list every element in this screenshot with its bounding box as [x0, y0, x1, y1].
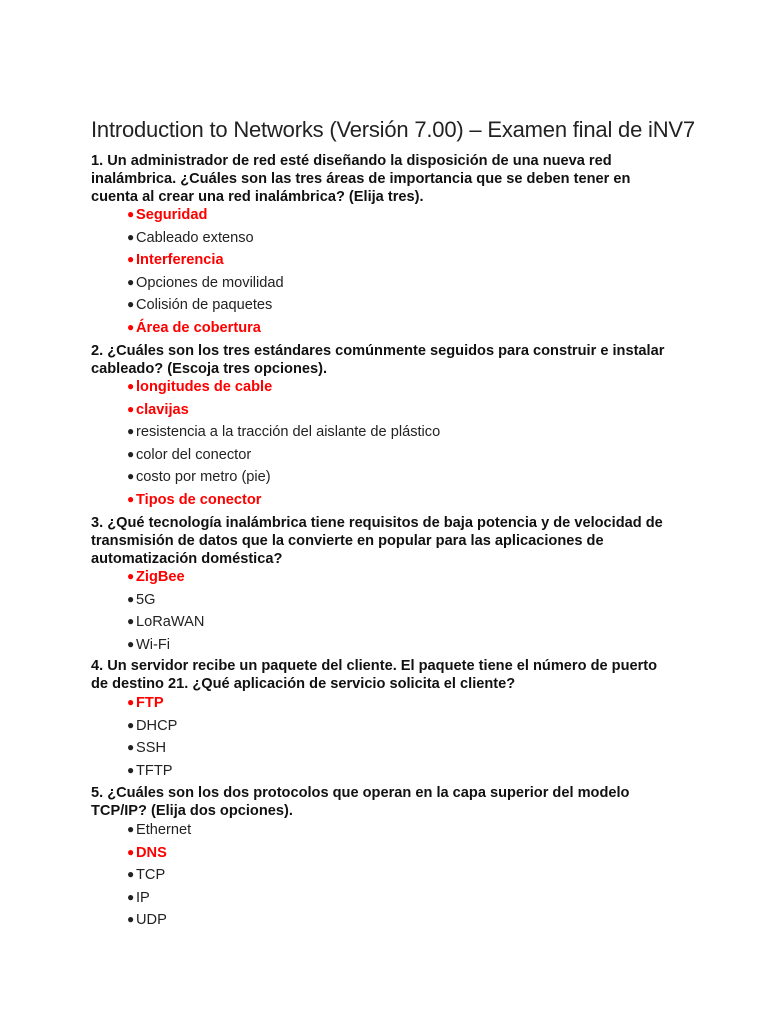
bullet-icon: ●: [127, 379, 135, 393]
answer-item: [127, 318, 284, 341]
bullet-icon: ●: [127, 446, 135, 461]
answer-text: Colisión de paquetes: [136, 297, 273, 314]
bullet-icon: ●: [127, 717, 135, 732]
question-1: 1. Un administrador de red esté diseñando la disposición de una nueva red inalámbrica. ¿Cuáles son las tres áreas de importancia que se deben tener en cuenta al crear una red inalámbrica? (Elija tres).: [91, 153, 631, 205]
bullet-icon: ●: [127, 614, 135, 629]
answer-text: Seguridad: [136, 207, 208, 223]
answer-item: [127, 590, 204, 613]
answer-text: Tipos de conector: [136, 491, 262, 508]
answer-item: [127, 910, 191, 933]
answer-text: IP: [136, 889, 150, 906]
answer-text: Área de cobertura: [136, 319, 261, 336]
bullet-icon: ●: [127, 252, 135, 267]
answer-item: [127, 865, 191, 888]
answer-list-3: [127, 567, 204, 657]
answer-text: ZigBee: [136, 569, 185, 585]
answer-item: [127, 716, 177, 739]
answer-item: [127, 400, 440, 423]
bullet-icon: ●: [127, 469, 135, 484]
answer-text: DNS: [136, 844, 167, 861]
bullet-icon: ●: [127, 401, 135, 416]
bullet-icon: ●: [127, 912, 135, 927]
question-4: 4. Un servidor recibe un paquete del cliente. El paquete tiene el número de puerto de destino 21. ¿Qué aplicación de servicio solicita el cliente?: [91, 658, 658, 692]
bullet-icon: ●: [127, 297, 135, 312]
bullet-icon: ●: [127, 867, 135, 882]
answer-item: [127, 738, 177, 761]
answer-text: Interferencia: [136, 252, 224, 269]
bullet-icon: ●: [127, 491, 135, 506]
answer-text: Cableado extenso: [136, 229, 254, 246]
answer-text: DHCP: [136, 717, 178, 734]
answer-text: Opciones de movilidad: [136, 274, 284, 291]
bullet-icon: ●: [127, 844, 135, 859]
page-title: Introduction to Networks (Versión 7.00) – Examen final de iNV7: [91, 117, 695, 142]
answer-item: [127, 635, 204, 658]
answer-text: TCP: [136, 867, 166, 884]
bullet-icon: ●: [127, 229, 135, 244]
answer-item: [127, 693, 177, 716]
answer-text: costo por metro (pie): [136, 469, 271, 486]
bullet-icon: ●: [127, 424, 135, 439]
answer-text: LoRaWAN: [136, 614, 205, 631]
bullet-icon: ●: [127, 740, 135, 755]
answer-item: [127, 295, 284, 318]
answer-text: UDP: [136, 912, 167, 929]
answer-item: [127, 445, 440, 468]
bullet-icon: ●: [127, 207, 135, 221]
answer-text: longitudes de cable: [136, 379, 273, 395]
bullet-icon: ●: [127, 636, 135, 651]
bullet-icon: ●: [127, 889, 135, 904]
answer-item: [127, 820, 191, 843]
answer-list-1: [127, 205, 284, 341]
answer-text: resistencia a la tracción del aislante de plástico: [136, 424, 441, 441]
answer-list-5: [127, 820, 191, 933]
answer-text: Ethernet: [136, 822, 192, 838]
answer-item: [127, 422, 440, 445]
answer-item: [127, 467, 440, 490]
answer-text: clavijas: [136, 401, 189, 418]
answer-item: [127, 205, 284, 228]
answer-item: [127, 843, 191, 866]
answer-text: FTP: [136, 695, 164, 711]
answer-item: [127, 228, 284, 251]
answer-item: [127, 250, 284, 273]
answer-item: [127, 612, 204, 635]
bullet-icon: ●: [127, 569, 135, 583]
answer-text: color del conector: [136, 446, 252, 463]
answer-text: SSH: [136, 740, 167, 757]
answer-text: TFTP: [136, 762, 173, 779]
bullet-icon: ●: [127, 274, 135, 289]
answer-text: 5G: [136, 591, 156, 608]
question-2: 2. ¿Cuáles son los tres estándares comúnmente seguidos para construir e instalar cableado? (Escoja tres opciones).: [91, 343, 665, 377]
answer-item: [127, 761, 177, 784]
answer-item: [127, 490, 440, 513]
question-5: 5. ¿Cuáles son los dos protocolos que operan en la capa superior del modelo TCP/IP? (Elija dos opciones).: [91, 785, 630, 819]
question-3: 3. ¿Qué tecnología inalámbrica tiene requisitos de baja potencia y de velocidad de transmisión de datos que la convierte en popular para las aplicaciones de automatización doméstica?: [91, 515, 663, 567]
bullet-icon: ●: [127, 319, 135, 334]
answer-item: [127, 377, 440, 400]
answer-item: [127, 567, 204, 590]
bullet-icon: ●: [127, 822, 135, 836]
answer-text: Wi-Fi: [136, 636, 171, 653]
answer-item: [127, 888, 191, 911]
answer-list-2: [127, 377, 440, 513]
bullet-icon: ●: [127, 591, 135, 606]
bullet-icon: ●: [127, 762, 135, 777]
answer-item: [127, 273, 284, 296]
answer-list-4: [127, 693, 177, 783]
bullet-icon: ●: [127, 695, 135, 709]
